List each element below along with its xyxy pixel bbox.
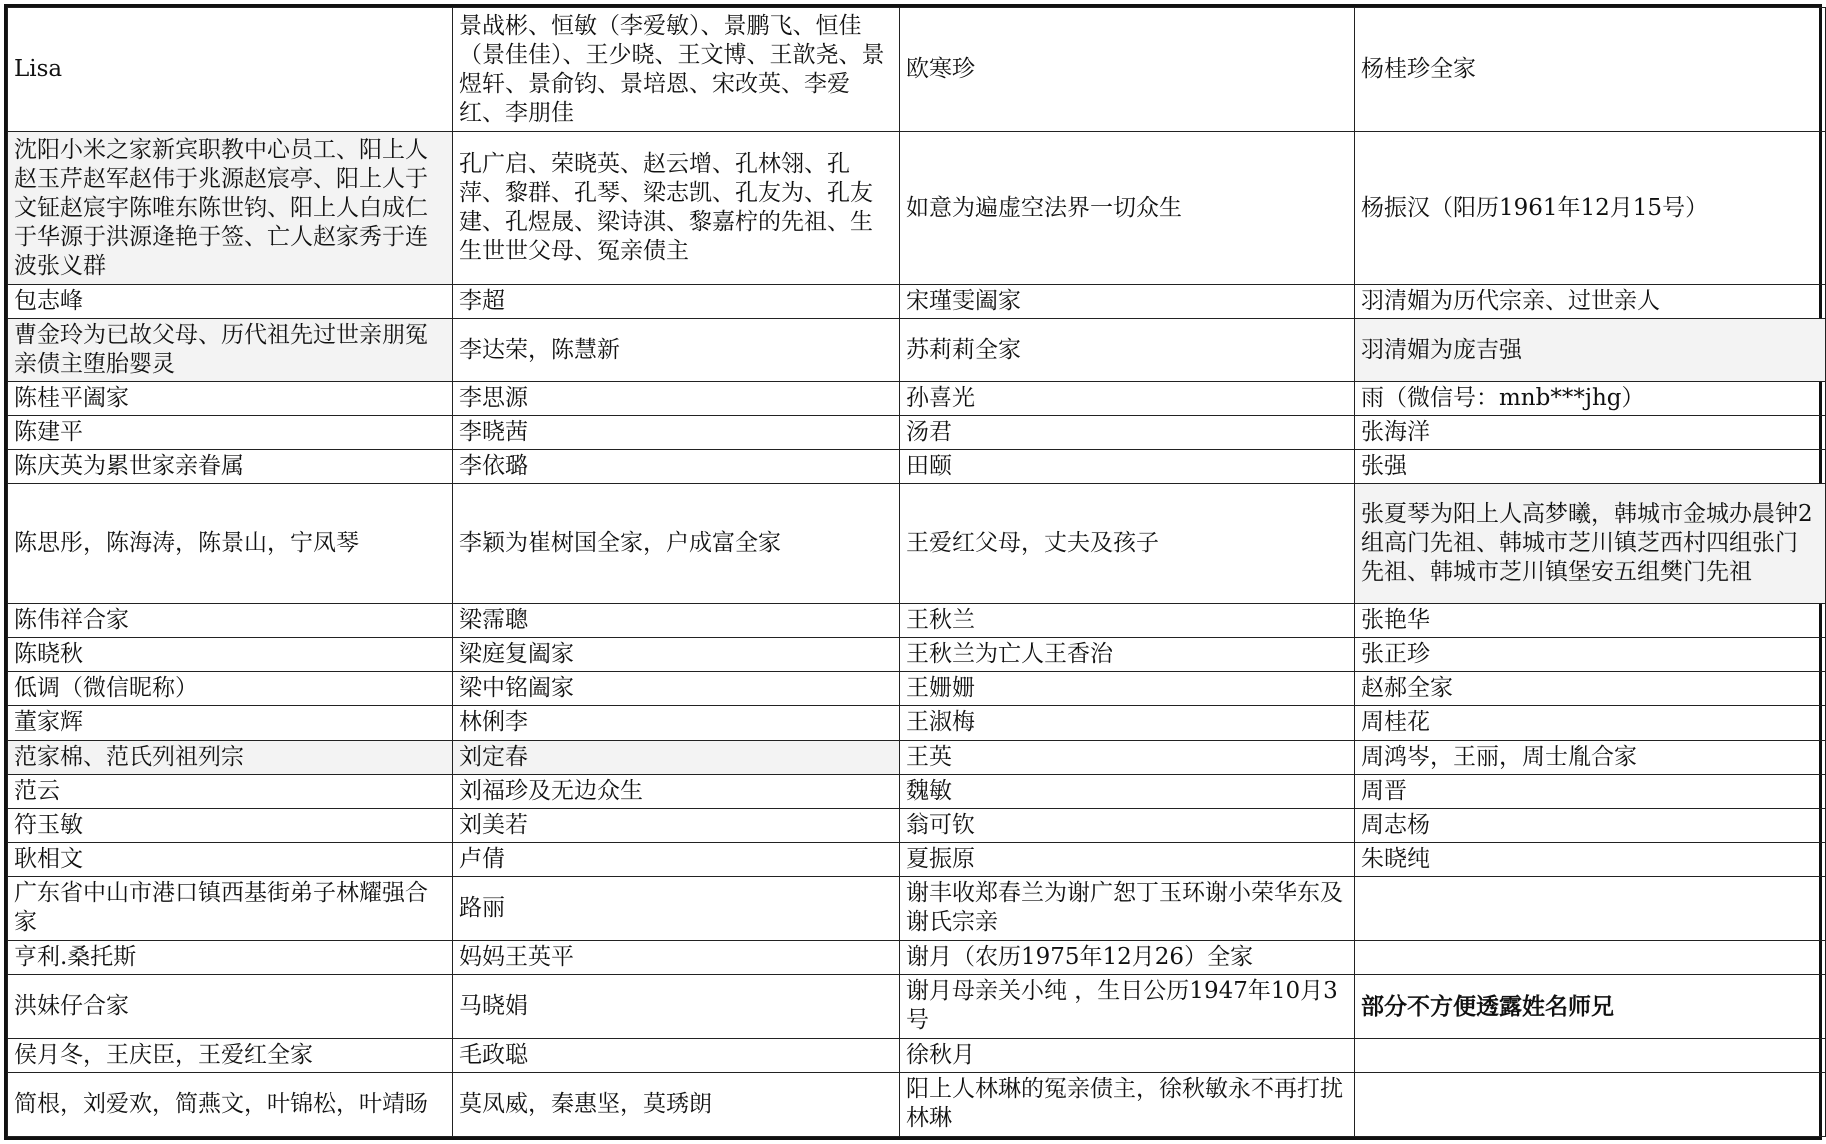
cell: 王秋兰 — [900, 604, 1355, 638]
cell: 李超 — [453, 285, 900, 319]
cell: 张正珍 — [1355, 638, 1826, 672]
cell: 洪妹仔合家 — [8, 974, 453, 1038]
cell: 李颖为崔树国全家，户成富全家 — [453, 484, 900, 604]
cell: 夏振原 — [900, 842, 1355, 876]
table-row — [8, 484, 1826, 604]
cell: 景战彬、恒敏（李爱敏）、景鹏飞、恒佳（景佳佳）、王少晓、王文博、王歆尧、景煜轩、景俞钧、景培恩、宋改英、李爱红、李朋佳 — [453, 8, 900, 132]
cell: 周鸿岑，王丽，周士胤合家 — [1355, 740, 1826, 774]
cell — [1355, 1072, 1826, 1136]
cell: 谢月（农历1975年12月26）全家 — [900, 940, 1355, 974]
cell: 侯月冬，王庆臣，王爱红全家 — [8, 1038, 453, 1072]
cell: 孔广启、荣晓英、赵云增、孔林翎、孔萍、黎群、孔琴、梁志凯、孔友为、孔友建、孔煜晟、梁诗淇、黎嘉柠的先祖、生生世世父母、冤亲债主 — [453, 132, 900, 285]
cell: 羽清媚为历代宗亲、过世亲人 — [1355, 285, 1826, 319]
cell: 亨利.桑托斯 — [8, 940, 453, 974]
cell: 符玉敏 — [8, 808, 453, 842]
cell: 广东省中山市港口镇西基街弟子林耀强合家 — [8, 876, 453, 940]
table-row — [8, 940, 1826, 974]
cell: 沈阳小米之家新宾职教中心员工、阳上人赵玉芹赵军赵伟于兆源赵宸亭、阳上人于文钲赵宸宇陈唯东陈世钧、阳上人白成仁于华源于洪源逄艳于签、亡人赵家秀于连波张义群 — [8, 132, 453, 285]
cell: 王淑梅 — [900, 706, 1355, 740]
cell: 路丽 — [453, 876, 900, 940]
cell — [1355, 1038, 1826, 1072]
cell: 徐秋月 — [900, 1038, 1355, 1072]
cell: 张强 — [1355, 450, 1826, 484]
table-row — [8, 604, 1826, 638]
cell: 陈桂平阖家 — [8, 382, 453, 416]
table-row — [8, 132, 1826, 285]
table-row — [8, 1072, 1826, 1136]
table-row — [8, 672, 1826, 706]
cell: 陈伟祥合家 — [8, 604, 453, 638]
cell: 妈妈王英平 — [453, 940, 900, 974]
cell: 卢倩 — [453, 842, 900, 876]
cell: 羽清媚为庞吉强 — [1355, 319, 1826, 382]
cell: 魏敏 — [900, 774, 1355, 808]
cell: 杨桂珍全家 — [1355, 8, 1826, 132]
cell: 陈思彤，陈海涛，陈景山，宁凤琴 — [8, 484, 453, 604]
table-row — [8, 974, 1826, 1038]
cell: 翁可钦 — [900, 808, 1355, 842]
cell: 李晓茜 — [453, 416, 900, 450]
cell: 梁中铭阖家 — [453, 672, 900, 706]
cell: 欧寒珍 — [900, 8, 1355, 132]
table-row — [8, 774, 1826, 808]
cell: 毛政聪 — [453, 1038, 900, 1072]
cell: 范家棉、范氏列祖列宗 — [8, 740, 453, 774]
cell: 周志杨 — [1355, 808, 1826, 842]
cell: 雨（微信号：mnb***jhg） — [1355, 382, 1826, 416]
table-row — [8, 876, 1826, 940]
cell: 梁庭复阖家 — [453, 638, 900, 672]
cell: 李思源 — [453, 382, 900, 416]
cell: 林俐李 — [453, 706, 900, 740]
table-row — [8, 706, 1826, 740]
cell: 低调（微信昵称） — [8, 672, 453, 706]
cell: 王英 — [900, 740, 1355, 774]
cell: 李达荣，陈慧新 — [453, 319, 900, 382]
cell: 包志峰 — [8, 285, 453, 319]
cell: 简根，刘爱欢，简燕文，叶锦松，叶靖旸 — [8, 1072, 453, 1136]
cell: 刘福珍及无边众生 — [453, 774, 900, 808]
cell: 赵郝全家 — [1355, 672, 1826, 706]
cell: 部分不方便透露姓名师兄 — [1355, 974, 1826, 1038]
cell: 王爱红父母，丈夫及孩子 — [900, 484, 1355, 604]
table-row — [8, 842, 1826, 876]
cell: 范云 — [8, 774, 453, 808]
table-row — [8, 808, 1826, 842]
cell: 刘定春 — [453, 740, 900, 774]
cell: 杨振汉（阳历1961年12月15号） — [1355, 132, 1826, 285]
cell: 王秋兰为亡人王香治 — [900, 638, 1355, 672]
names-table — [7, 7, 1826, 1137]
cell: 周桂花 — [1355, 706, 1826, 740]
cell: 谢丰收郑春兰为谢广恕丁玉环谢小荣华东及谢氏宗亲 — [900, 876, 1355, 940]
cell: 曹金玲为已故父母、历代祖先过世亲朋冤亲债主堕胎婴灵 — [8, 319, 453, 382]
cell: 谢月母亲关小纯 ，生日公历1947年10月3号 — [900, 974, 1355, 1038]
cell: 张夏琴为阳上人高梦曦，韩城市金城办晨钟2组高门先祖、韩城市芝川镇芝西村四组张门先祖、韩城市芝川镇堡安五组樊门先祖 — [1355, 484, 1826, 604]
cell — [1355, 876, 1826, 940]
cell: 阳上人林琳的冤亲债主，徐秋敏永不再打扰林琳 — [900, 1072, 1355, 1136]
cell: 如意为遍虚空法界一切众生 — [900, 132, 1355, 285]
cell: 李依璐 — [453, 450, 900, 484]
cell: 苏莉莉全家 — [900, 319, 1355, 382]
table-row — [8, 450, 1826, 484]
cell: 梁霈聰 — [453, 604, 900, 638]
table-row — [8, 740, 1826, 774]
cell: Lisa — [8, 8, 453, 132]
cell: 田颐 — [900, 450, 1355, 484]
cell: 朱晓纯 — [1355, 842, 1826, 876]
cell: 陈晓秋 — [8, 638, 453, 672]
cell: 孙喜光 — [900, 382, 1355, 416]
cell: 马晓娟 — [453, 974, 900, 1038]
cell: 董家辉 — [8, 706, 453, 740]
cell: 耿相文 — [8, 842, 453, 876]
table-row — [8, 416, 1826, 450]
cell: 周晋 — [1355, 774, 1826, 808]
cell — [1355, 940, 1826, 974]
table-row — [8, 638, 1826, 672]
cell: 张艳华 — [1355, 604, 1826, 638]
cell: 宋瑾雯阖家 — [900, 285, 1355, 319]
cell: 陈建平 — [8, 416, 453, 450]
cell: 陈庆英为累世家亲眷属 — [8, 450, 453, 484]
cell: 莫凤威，秦惠坚，莫琇朗 — [453, 1072, 900, 1136]
cell: 刘美若 — [453, 808, 900, 842]
table-row — [8, 1038, 1826, 1072]
table-row — [8, 285, 1826, 319]
table-row — [8, 382, 1826, 416]
table-row — [8, 319, 1826, 382]
cell: 王姗姗 — [900, 672, 1355, 706]
table-row — [8, 8, 1826, 132]
cell: 汤君 — [900, 416, 1355, 450]
dedication-sheet — [4, 4, 1822, 1140]
cell: 张海洋 — [1355, 416, 1826, 450]
